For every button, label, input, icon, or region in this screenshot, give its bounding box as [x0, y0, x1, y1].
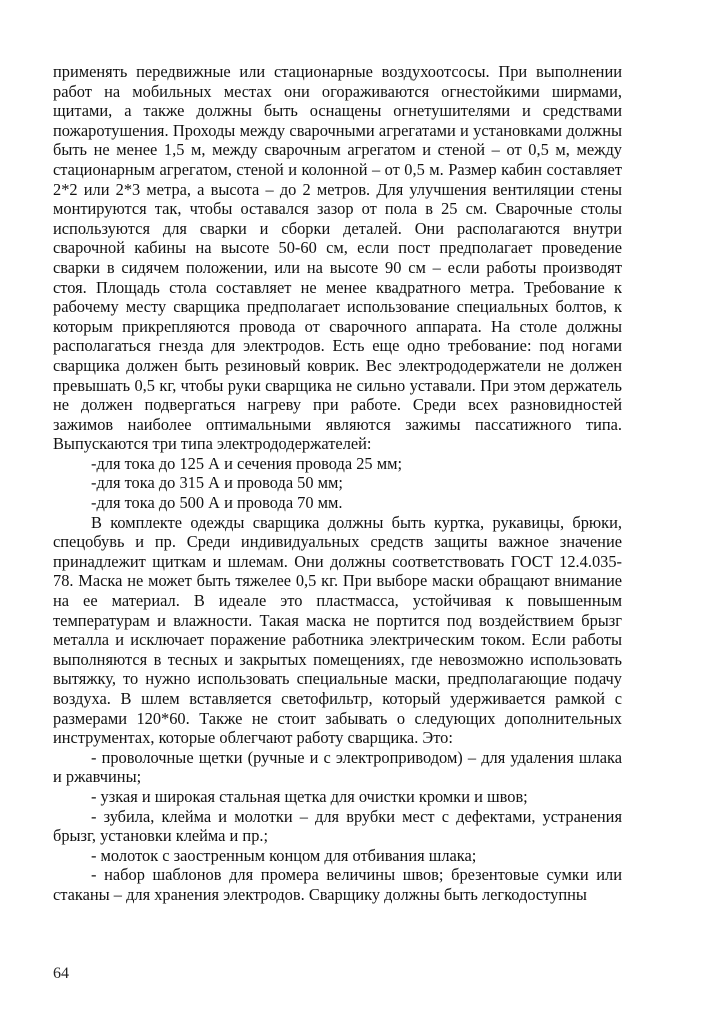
holder-type-item: -для тока до 125 А и сечения провода 25 мм;: [91, 453, 403, 473]
paragraph-protective-clothing: В комплекте одежды сварщика должны быть куртка, рукавицы, брюки, спецобувь и пр. Среди индивидуальных средств защиты важное значение принадлежит щиткам и шлемам. Они должны соответствовать ГОСТ 12.4.035-78. Маска не может быть тяжелее 0,5 кг. При выборе маски обращают внимание на ее материал. В идеале это пластмасса, устойчивая к повышенным температурам и влажности. Такая маска не портится под воздействием брызг металла и исключает поражение работника электрическим током. Если работы выполняются в тесных и закрытых помещениях, где невозможно использовать вытяжку, то нужно использовать специальные маски, предполагающие подачу воздуха. В шлем вставляется светофильтр, который удерживается рамкой с размерами 120*60. Также не стоит забывать о следующих дополнительных инструментах, которые облегчают работу сварщика. Это:: [53, 512, 622, 748]
holder-type-item: -для тока до 315 А и провода 50 мм;: [91, 473, 343, 493]
tool-item: - зубила, клейма и молотки – для врубки мест с дефектами, устранения брызг, установки клейма и пр.;: [53, 806, 622, 846]
tool-item: - узкая и широкая стальная щетка для очистки кромки и швов;: [91, 786, 528, 806]
paragraph-workplace-requirements: применять передвижные или стационарные воздухоотсосы. При выполнении работ на мобильных местах они огораживаются огнестойкими ширмами, щитами, а также должны быть оснащены огнетушителями и средствами пожаротушения. Проходы между сварочными агрегатами и установками должны быть не менее 1,5 м, между сварочным агрегатом и стеной – от 0,5 м, между стационарным агрегатом, стеной и колонной – от 0,5 м. Размер кабин составляет 2*2 или 2*3 метра, а высота – до 2 метров. Для улучшения вентиляции стены монтируются так, чтобы оставался зазор от пола в 25 см. Сварочные столы используются для сварки и сборки деталей. Они располагаются внутри сварочной кабины на высоте 50-60 см, если пост предполагает проведение сварки в сидячем положении, или на высоте 90 см – если работы производят стоя. Площадь стола составляет не менее квадратного метра. Требование к рабочему месту сварщика предполагает использование специальных болтов, к которым прикрепляются провода от сварочного аппарата. На столе должны располагаться гнезда для электродов. Есть еще одно требование: под ногами сварщика должен быть резиновый коврик. Вес электрододержатели не должен превышать 0,5 кг, чтобы руки сварщика не сильно уставали. При этом держатель не должен подвергаться нагреву при работе. Среди всех разновидностей зажимов наиболее оптимальными являются зажимы пассатижного типа. Выпускаются три типа электрододержателей:: [53, 62, 622, 454]
tool-item: - молоток с заостренным концом для отбивания шлака;: [91, 845, 477, 865]
tool-item: - набор шаблонов для промера величины швов; брезентовые сумки или стаканы – для хранения электродов. Сварщику должны быть легкодоступны: [53, 865, 622, 904]
page-number: 64: [53, 965, 69, 982]
document-page: [53, 62, 622, 905]
holder-type-item: -для тока до 500 А и провода 70 мм.: [91, 493, 343, 513]
tool-item: - проволочные щетки (ручные и с электроприводом) – для удаления шлака и ржавчины;: [53, 747, 622, 787]
